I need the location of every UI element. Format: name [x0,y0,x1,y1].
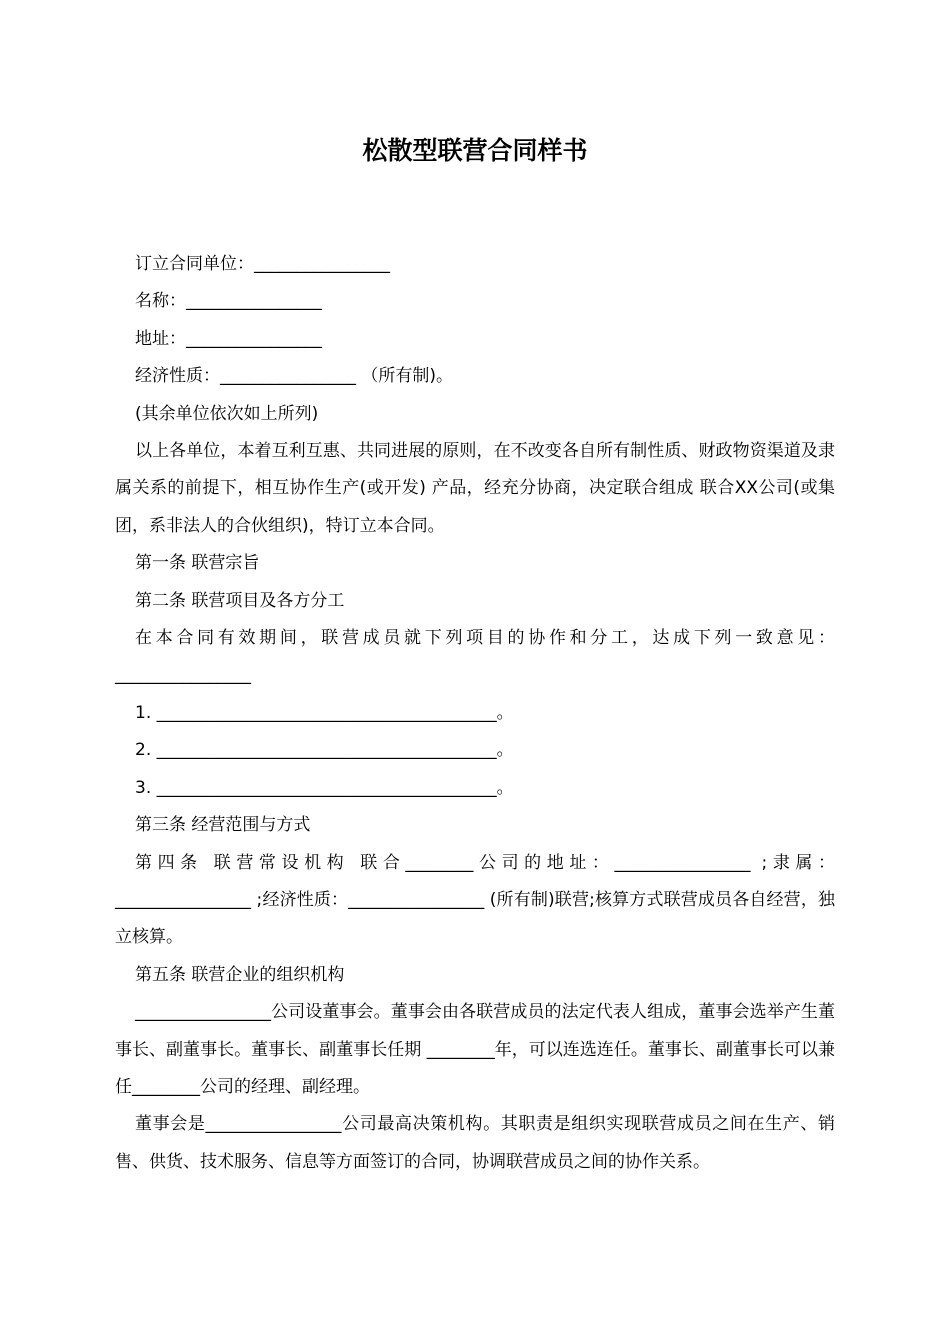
article-2-body: 在本合同有效期间，联营成员就下列项目的协作和分工，达成下列一致意见：________________ [115,628,835,686]
party-name-line: 名称：________________ [135,291,322,312]
document-title: 松散型联营合同样书 [362,136,588,165]
article-5-body-board: ________________公司设董事会。董事会由各联营成员的法定代表人组成，董事会选举产生董事长、副董事长。董事长、副董事长任期 ________年，可以连选连任。董事长、副董事长可以兼任________公司的经理、副经理。 [115,1002,835,1097]
party-nature-line: 经济性质：________________ （所有制)。 [135,366,454,387]
party-unit-line: 订立合同单位：________________ [135,254,390,274]
document-body [115,246,835,1181]
preamble-paragraph: 以上各单位，本着互利互惠、共同进展的原则，在不改变各自所有制性质、财政物资渠道及隶属关系的前提下，相互协作生产(或开发) 产品，经充分协商，决定联合组成 联合XX公司(或集团，系非法人的合伙组织)，特订立本合同。 [115,441,835,536]
list-item: 1. ________________________________________。 [135,702,514,723]
party-note: (其余单位依次如上所列) [135,403,319,424]
article-4-paragraph: 第四条 联营常设机构 联合________公司的地址：________________ ;隶属：________________ ;经济性质：________________ (所有制)联营;核算方式联营成员各自经营，独立核算。 [115,852,835,948]
article-5-body-duties: 董事会是________________公司最高决策机构。其职责是组织实现联营成员之间在生产、销售、供货、技术服务、信息等方面签订的合同，协调联营成员之间的协作关系。 [115,1114,835,1172]
party-address-line: 地址：________________ [135,328,322,349]
list-item: 3. ________________________________________。 [135,777,514,798]
article-5-heading: 第五条 联营企业的组织机构 [135,964,345,985]
article-1-heading: 第一条 联营宗旨 [135,553,260,574]
article-3-heading: 第三条 经营范围与方式 [135,815,311,836]
list-item: 2. ________________________________________。 [135,740,514,761]
article-2-heading: 第二条 联营项目及各方分工 [135,590,345,611]
